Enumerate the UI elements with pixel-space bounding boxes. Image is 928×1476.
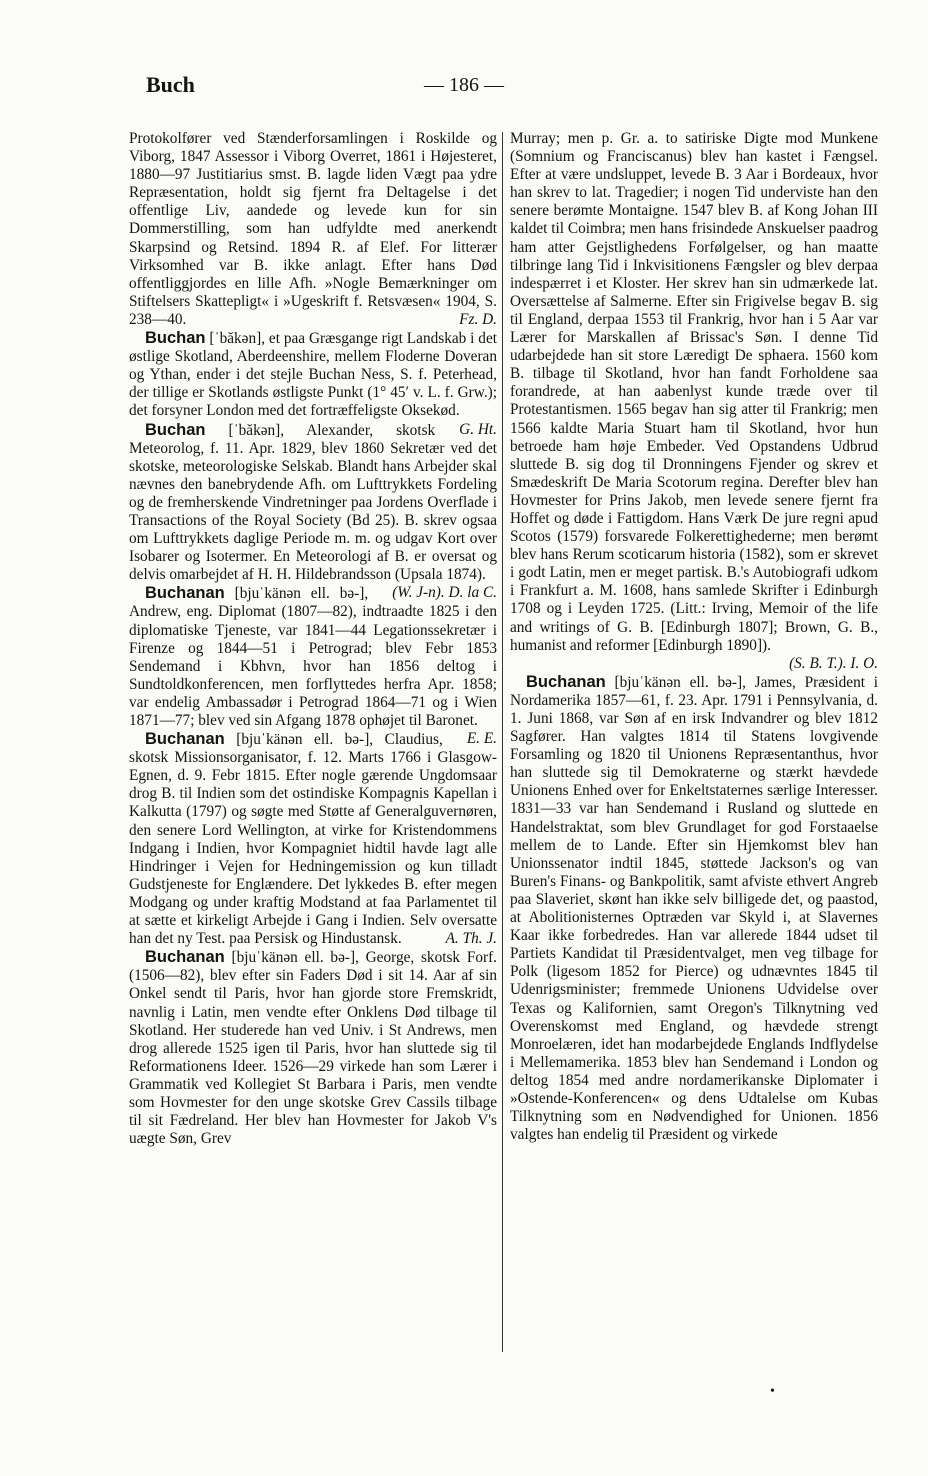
entry-text: [bjuˈkänən ell. bə-], George, skotsk Forf. (1506—82), blev efter sin Faders Død i sit 14. Aar af sin Onkel sendt til Paris, hvor han gjorde store Fremskridt, navnlig i Latin, men vendte efter Onklens Død tilbage til Skotland. Her studerede han ved Univ. i St Andrews, men drog allerede 1525 igen til Paris, hvor han sluttede sig til Reformationens Ideer. 1526—29 virkede han som Lærer i Grammatik ved Kollegiet St Barbara i Paris, men vendte som Hovmester for den unge skotske Grev Cassils tilbage til sit Fædreland. Her blev han Hovmester for Jakob V's uægte Søn, Grev: [129, 949, 497, 1148]
running-head: Buch: [146, 72, 195, 97]
right-column: [510, 130, 878, 1144]
entry-text: [bjuˈkänən ell. bə-], Andrew, eng. Diplomat (1807—82), indtraadte 1825 i den diplomatiske Tjeneste, var 1841—44 Legationssekretær i Firenze og 1844—51 i Petrograd; blev Febr 1853 Sendemand i Kbhvn, hvor han 1856 deltog i Sundtoldkonferencen, men forflyttedes herfra Apr. 1858; var endelig Ambassadør i Petrograd 1864—71 og i Wien 1871—77; blev ved sin Afgang 1878 ophøjet til Baronet.: [129, 585, 497, 729]
entry-signature: E. E.: [466, 730, 497, 748]
entry-buchan-landscape: [129, 329, 497, 438]
entry-text: Protokolfører ved Stænderforsamlingen i Roskilde og Viborg, 1847 Assessor i Viborg Overret, 1861 i Højesteret, 1880—97 Justitiarius smst. B. lagde liden Vægt paa ydre Repræsentation, holdt sig fjernt fra Deltagelse i det offentlige Liv, aandede og levede kun for sin Dommerstilling, som han udfyldte med anerkendt Skarpsind og Retsind. 1894 R. af Elef. For litterær Virksomhed var B. ikke anlagt. Efter hans Død offentliggjordes en lille Afh. »Nogle Bemærkninger om Stiftelsers Skattepligt« i »Ugeskrift f. Retsvæsen« 1904, S. 238—40.: [129, 130, 497, 328]
entry-signature: (W. J-n). D. la C.: [392, 584, 497, 602]
entry-buchanan-claudius: [129, 730, 497, 948]
entry-text: [ˈbăkən], et paa Græsgange rigt Landskab i det østlige Skotland, Aberdeenshire, mellem Floderne Doveran og Ythan, ender i det stejle Buchan Ness, S. f. Peterhead, der tillige er Skotlands østligste Punkt (1° 45′ v. L. f. Grw.); det forsyner London med det fortræffeligste Oksekød.: [129, 330, 497, 420]
column-divider: [502, 132, 503, 1352]
entry-signature: Fz. D.: [459, 310, 497, 328]
entry-signature: G. Ht.: [459, 420, 497, 438]
entry-signature: A. Th. J.: [445, 930, 497, 948]
entry-text: [bjuˈkänən ell. bə-], Claudius, skotsk Missionsorganisator, f. 12. Marts 1766 i Glasgow-Egnen, d. 9. Febr 1815. Efter nogle gærende Ungdomsaar drog B. til Indien som det ostindiske Kompagnis Kapellan i Kalkutta (1797) og søgte med Støtte af Generalguvernøren, den senere Lord Wellington, at virke for Kristendommens Indgang i Indien, hvor Kompagniet hidtil havde lagt alle Hindringer i Vejen for Hedningemission og kun tilladt Gudstjeneste for Englændere. Det lykkedes B. efter megen Modgang og under kraftig Modstand at faa Parlamentet til at sætte et kirkeligt Arbejde i Gang i Indien. Selv oversatte han det ny Test. paa Persisk og Hindustansk.: [129, 731, 497, 948]
entry-continuation: [510, 130, 878, 655]
entry-headword: Buchanan: [145, 730, 225, 749]
entry-headword: Buchan: [145, 329, 206, 348]
entry-buchanan-james: [510, 673, 878, 1144]
page-number: — 186 —: [424, 74, 504, 96]
entry-headword: Buchanan: [145, 584, 225, 603]
entry-headword: Buchanan: [145, 948, 225, 967]
stray-ink-mark: •: [770, 1384, 775, 1399]
entry-text: [bjuˈkänən ell. bə-], James, Præsident i Nordamerika 1857—61, f. 23. Apr. 1791 i Pennsylvania, d. 1. Juni 1868, var Søn af en irsk Indvandrer og blev 1812 Sagfører. Han valgtes 1814 til Statens lovgivende Forsamling og 1820 til Unionens Repræsentanthus, hvor han sluttede sig til Demokraterne og stærkt hævdede Unionens Enhed over for Enkeltstaternes særlige Interesser. 1831—33 var han Sendemand i Rusland og sluttede en Handelstraktat, som blev Grundlaget for god Forstaaelse mellem de to Lande. Efter sin Hjemkomst blev han Unionssenator indtil 1845, støttede Jackson's og van Buren's Finans- og Bankpolitik, samt afviste ethvert Angreb paa Slaveriet, skønt han ikke selv billigede det, og paastod, at Abolitionisternes Optræden var Skyld i, at Slavernes Kaar ikke forbedredes. Han var allerede 1844 udset til Partiets Kandidat til Præsidentvalget, men veg tilbage for Polk (ligesom 1852 for Pierce) og udnævntes 1845 til Udenrigsminister; fremmede Unionens Udvidelse over Texas og Kalifornien, samt Oregon's Tilknytning ved Overenskomst med England, og hævdede strengt Monroelæren, idet han modarbejdede Englands Indflydelse i Mellemamerika. 1853 blev han Sendemand i London og deltog 1854 med andre nordamerikanske Diplomater i »Ostende-Konferencen« og dens Udtalelse om Kubas Tilknytning som en Nødvendighed for Unionen. 1856 valgtes han endelig til Præsident og virkede: [510, 673, 879, 1144]
entry-text: Murray; men p. Gr. a. to satiriske Digte mod Munkene (Somnium og Franciscanus) blev han kastet i Fængsel. Efter at være undsluppet, levede B. 3 Aar i Bordeaux, hvor han skrev to lat. Tragedier; i nogen Tid underviste han den senere berømte Montaigne. 1547 blev B. af Kong Johan III kaldet til Coimbra; men hans frisindede Anskuelser paadrog ham atter Gejstlighedens Forfølgelser, og han maatte tilbringe lang Tid i Inkvisitionens Fængsler og blev derpaa indespærret i et Kloster. Her skrev han sin udmærkede lat. Oversættelse af Salmerne. Efter sin Frigivelse begav B. sig til England, derpaa 1553 til Frankrig, hvor han i 5 Aar var Lærer for Marskallen af Brissac's Søn. I denne Tid udarbejdede han sit store Læredigt De sphaera. 1560 kom B. tilbage til Skotland, hvor han fandt Forholdene saa forandrede, at han aabenlyst kunde træde over til Protestantismen. 1565 begav han sig atter til Frankrig; men 1566 kaldte Maria Stuart ham til Skotland, hvor hun betroede ham høje Embeder. Ved Opstandens Udbrud sluttede B. sig dog til Dronningens Fjender og skrev et Smædeskrift De Maria Scotorum regina. Derefter blev han Hovmester for Prins Jakob, men levede senere fjernt fra Hoffet og døde i Fattigdom. Hans Værk De jure regni apud Scotos (1579) forsvarede Folkerettighederne; men berømt blev hans Rerum scoticarum historia (1582), som er skrevet i godt Latin, men er meget partisk. B.'s Autobiografi udkom i Frankfurt a. M. 1608, hans samlede Skrifter i Edinburgh 1708 og i Leyden 1725. (Litt.: Irving, Memoir of the life and writings of G. B. [Edinburgh 1807]; Brown, G. B., humanist and reformer [Edinburgh 1890]).: [510, 130, 878, 654]
entry-signature: (S. B. T.). I. O.: [789, 654, 878, 672]
entry-buchanan-george: [129, 948, 497, 1148]
entry-headword: Buchan: [145, 420, 206, 439]
entry-headword: Buchanan: [526, 672, 606, 691]
entry-continuation: [129, 130, 497, 329]
entry-text: [ˈbăkən], Alexander, skotsk Meteorolog, f. 11. Apr. 1829, blev 1860 Sekretær ved det skotske, meteorologiske Selskab. Blandt hans Arbejder skal nævnes den banebrydende Afh. om Lufttrykkets Fordeling og de fremherskende Vindretninger paa Jordens Overflade i Transactions of the Royal Society (Bd 25). B. skrev ogsaa om Lufttrykkets daglige Periode m. m. og udgav Kort over Isobarer og Isotermer. En Meteorologi af B. er oversat og delvis omarbejdet af H. H. Hildebrandsson (Upsala 1874).: [129, 421, 497, 584]
entry-buchanan-andrew: [129, 584, 497, 748]
left-column: [129, 130, 497, 1148]
